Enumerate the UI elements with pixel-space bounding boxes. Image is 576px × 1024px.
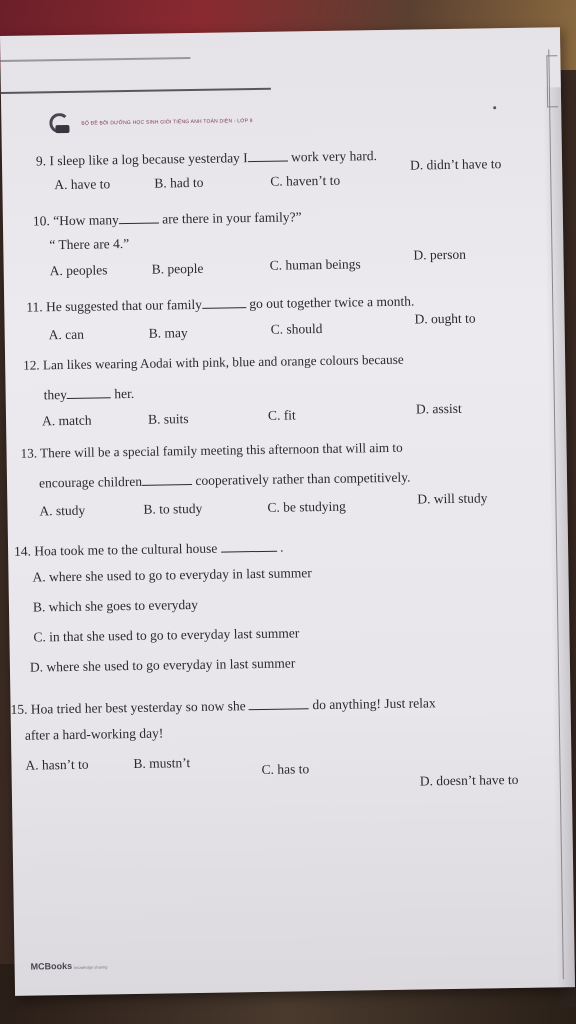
question-15-line-2: after a hard-working day! — [24, 725, 164, 743]
question-13-option-a[interactable]: A. study — [39, 502, 86, 519]
question-9-option-b[interactable]: B. had to — [154, 174, 204, 191]
question-10-option-a[interactable]: A. peoples — [49, 262, 108, 279]
question-12-option-b[interactable]: B. suits — [147, 411, 189, 427]
question-10-line-2: “ There are 4.” — [49, 235, 130, 253]
question-10-option-c[interactable]: C. human beings — [269, 256, 361, 273]
publisher-logo-icon — [47, 113, 69, 135]
question-13: 13. There will be a special family meeting this afternoon that will aim to — [20, 439, 403, 461]
question-13-option-d[interactable]: D. will study — [417, 490, 488, 507]
question-14-option-c[interactable]: C. in that she used to go to everyday last summer — [33, 625, 300, 645]
question-9-option-c[interactable]: C. haven’t to — [270, 172, 341, 189]
question-10-option-b[interactable]: B. people — [151, 260, 204, 277]
question-12: 12. Lan likes wearing Aodai with pink, blue and orange colours because — [23, 351, 404, 373]
question-9-option-a[interactable]: A. have to — [54, 176, 111, 193]
question-15: 15. Hoa tried her best yesterday so now she do anything! Just relax — [10, 695, 436, 717]
header-rule-top — [0, 57, 190, 62]
header-rule — [1, 88, 271, 94]
question-14-option-d[interactable]: D. where she used to go everyday in last summer — [29, 655, 296, 675]
question-11-option-b[interactable]: B. may — [148, 325, 188, 341]
question-15-option-c[interactable]: C. has to — [261, 761, 310, 777]
question-14-option-a[interactable]: A. where she used to go to everyday in last summer — [32, 565, 312, 585]
question-14-option-b[interactable]: B. which she goes to everyday — [32, 596, 199, 615]
question-15-option-a[interactable]: A. hasn’t to — [25, 756, 89, 773]
series-title: BỘ ĐỀ BỒI DƯỠNG HỌC SINH GIỎI TIẾNG ANH TOÀN DIỆN - LỚP 8 — [81, 118, 253, 127]
question-11-option-a[interactable]: A. can — [48, 326, 85, 343]
question-12-option-c[interactable]: C. fit — [267, 407, 296, 423]
question-13-option-b[interactable]: B. to study — [143, 500, 203, 517]
question-15-option-d[interactable]: D. doesn’t have to — [419, 771, 519, 789]
worksheet-page — [0, 27, 575, 996]
question-10-option-d[interactable]: D. person — [413, 246, 467, 263]
question-11: 11. He suggested that our family go out together twice a month. — [26, 293, 415, 315]
question-12-option-d[interactable]: D. assist — [415, 400, 462, 417]
question-11-option-c[interactable]: C. should — [270, 320, 323, 337]
page-header — [47, 110, 253, 135]
question-14: 14. Hoa took me to the cultural house . — [13, 539, 284, 559]
page-tab — [546, 55, 558, 107]
question-11-option-d[interactable]: D. ought to — [414, 310, 476, 327]
question-13-line-2: encourage children cooperatively rather than competitively. — [38, 469, 411, 491]
question-12-line-2: they her. — [43, 385, 135, 403]
question-15-option-b[interactable]: B. mustn’t — [133, 755, 191, 771]
question-13-option-c[interactable]: C. be studying — [267, 498, 346, 515]
question-9: 9. I sleep like a log because yesterday I work very hard. — [35, 148, 378, 169]
publisher-footer-logo: MCBooks knowledge sharing — [30, 960, 108, 972]
question-10: 10. “How many are there in your family?” — [32, 209, 302, 229]
question-9-option-d[interactable]: D. didn’t have to — [409, 156, 502, 173]
question-12-option-a[interactable]: A. match — [41, 412, 92, 429]
